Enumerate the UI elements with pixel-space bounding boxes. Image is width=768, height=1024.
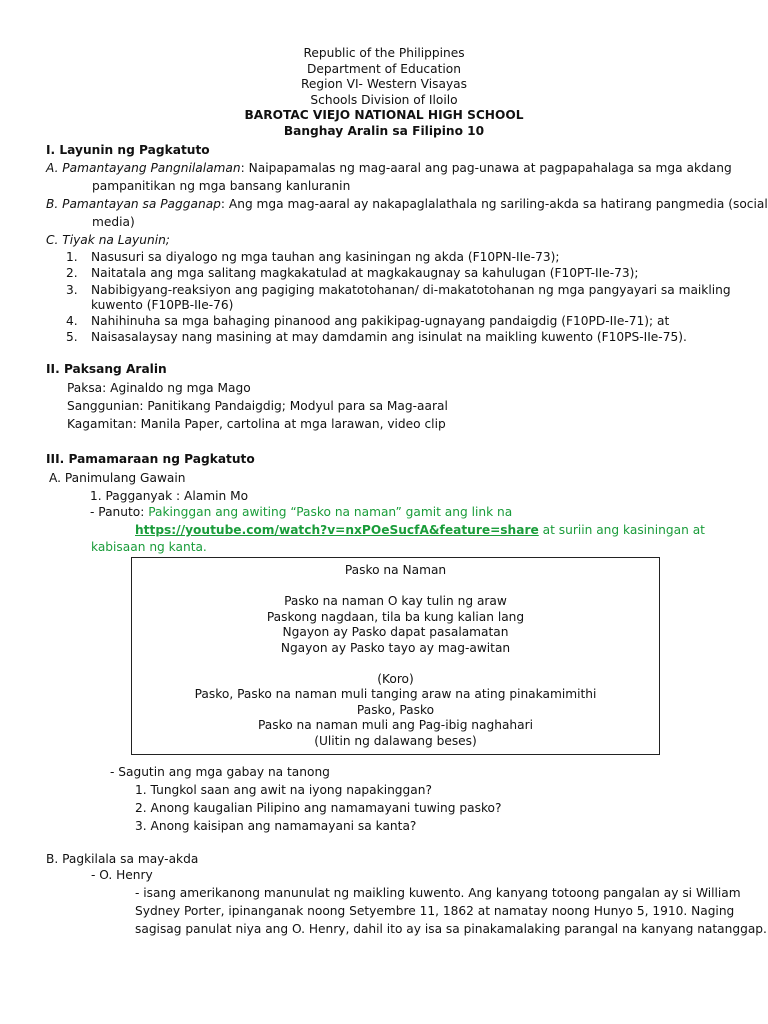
youtube-link[interactable]: https://youtube.com/watch?v=nxPOeSucfA&feature=share (135, 523, 539, 537)
guide-questions-label: - Sagutin ang mga gabay na tanong (110, 765, 330, 779)
section-3-heading: III. Pamamaraan ng Pagkatuto (46, 452, 255, 466)
motivation: 1. Pagganyak : Alamin Mo (90, 489, 249, 503)
header-line: Schools Division of Iloilo (310, 92, 458, 107)
performance-standard-text-cont: media) (92, 215, 135, 229)
performance-standard (46, 197, 768, 212)
song-chorus-line: Pasko, Pasko na naman muli tanging araw na ating pinakamimithi (194, 687, 597, 701)
objective-number: 4. (66, 314, 78, 328)
author-bio-line: Sydney Porter, ipinanganak noong Setyembre 11, 1862 at namatay noong Hunyo 5, 1910. Naging (135, 904, 735, 918)
spacer (132, 579, 659, 595)
author-name: - O. Henry (91, 868, 153, 882)
guide-question: 3. Anong kaisipan ang namamayani sa kanta? (135, 819, 417, 833)
objective-number: 1. (66, 250, 78, 264)
objectives-label: C. Tiyak na Layunin; (46, 233, 170, 247)
song-verse-line: Ngayon ay Pasko dapat pasalamatan (282, 625, 509, 639)
preliminary-activity-heading: A. Panimulang Gawain (49, 471, 186, 485)
song-lyrics-box (131, 557, 660, 755)
objective-text: Nahihinuha sa mga bahaging pinanood ang pakikipag-ugnayang pandaigdig (F10PD-IIe-71); at (91, 314, 670, 328)
song-chorus-line: (Ulitin ng dalawang beses) (314, 733, 477, 748)
guide-question: 2. Anong kaugalian Pilipino ang namamayani tuwing pasko? (135, 801, 502, 815)
objective-text: Nasusuri sa diyalogo ng mga tauhan ang kasiningan ng akda (F10PN-IIe-73); (91, 250, 560, 264)
objective-number: 3. (66, 283, 78, 297)
document-header (0, 46, 768, 139)
guide-question: 1. Tungkol saan ang awit na iyong napakinggan? (135, 783, 432, 797)
instruction-label: - Panuto: (90, 505, 149, 519)
school-name: BAROTAC VIEJO NATIONAL HIGH SCHOOL (244, 108, 524, 122)
objective-text-cont: kuwento (F10PB-IIe-76) (91, 298, 234, 312)
song-chorus-line: Pasko, Pasko (356, 702, 435, 717)
song-link-line (135, 523, 705, 538)
plan-title: Banghay Aralin sa Filipino 10 (283, 123, 485, 138)
section-1-heading: I. Layunin ng Pagkatuto (46, 143, 210, 157)
objective-text: Naitatala ang mga salitang magkakatulad at magkakaugnay sa kahulugan (F10PT-IIe-73); (91, 266, 639, 280)
song-verse-line: Ngayon ay Pasko tayo ay mag-awitan (280, 640, 511, 655)
content-standard-text-cont: pampanitikan ng mga bansang kanluranin (92, 179, 351, 193)
author-section-heading: B. Pagkilala sa may-akda (46, 852, 199, 866)
header-line: Department of Education (307, 61, 461, 76)
spacer (132, 656, 659, 672)
performance-standard-text: : Ang mga mag-aaral ay nakapaglalathala ng sariling-akda sa hatirang pangmedia (social (220, 197, 768, 211)
reference: Sanggunian: Panitikang Pandaigdig; Modyul para sa Mag-aaral (67, 399, 448, 413)
objective-number: 2. (66, 266, 78, 280)
author-bio-line: - isang amerikanong manunulat ng maikling kuwento. Ang kanyang totoong pangalan ay si William (135, 886, 741, 900)
materials: Kagamitan: Manila Paper, cartolina at mga larawan, video clip (67, 417, 446, 431)
song-chorus-line: Pasko na naman muli ang Pag-ibig naghahari (257, 718, 534, 732)
header-line: Republic of the Philippines (303, 46, 465, 60)
content-standard (46, 161, 732, 176)
song-verse-line: Pasko na naman O kay tulin ng araw (284, 594, 507, 608)
instruction-text: Pakinggan ang awiting “Pasko na naman” gamit ang link na (148, 505, 513, 519)
instruction (90, 505, 512, 520)
content-standard-text: : Naipapamalas ng mag-aaral ang pag-unawa at pagpapahalaga sa mga akdang (240, 161, 732, 175)
content-standard-label: A. Pamantayang Pangnilalaman (46, 161, 241, 175)
topic: Paksa: Aginaldo ng mga Mago (67, 381, 251, 395)
objective-number: 5. (66, 330, 78, 344)
song-chorus-label: (Koro) (377, 671, 414, 686)
instruction-text-cont: at suriin ang kasiningan at (538, 523, 705, 537)
song-verse-line: Paskong nagdaan, tila ba kung kalian lang (266, 609, 525, 624)
song-title: Pasko na Naman (344, 563, 447, 577)
objective-text: Naisasalaysay nang masining at may damdamin ang isinulat na maikling kuwento (F10PS-IIe-75). (91, 330, 687, 344)
section-2-heading: II. Paksang Aralin (46, 362, 167, 376)
header-line: Region VI- Western Visayas (301, 77, 467, 91)
instruction-text-cont: kabisaan ng kanta. (91, 540, 207, 554)
author-bio-line: sagisag panulat niya ang O. Henry, dahil ito ay isa sa pinakamalaking parangal na kanyang natanggap. (135, 922, 767, 936)
performance-standard-label: B. Pamantayan sa Pagganap (46, 197, 221, 211)
objective-text: Nabibigyang-reaksiyon ang pagiging makatotohanan/ di-makatotohanan ng mga pangyayari sa maikling (91, 283, 731, 297)
